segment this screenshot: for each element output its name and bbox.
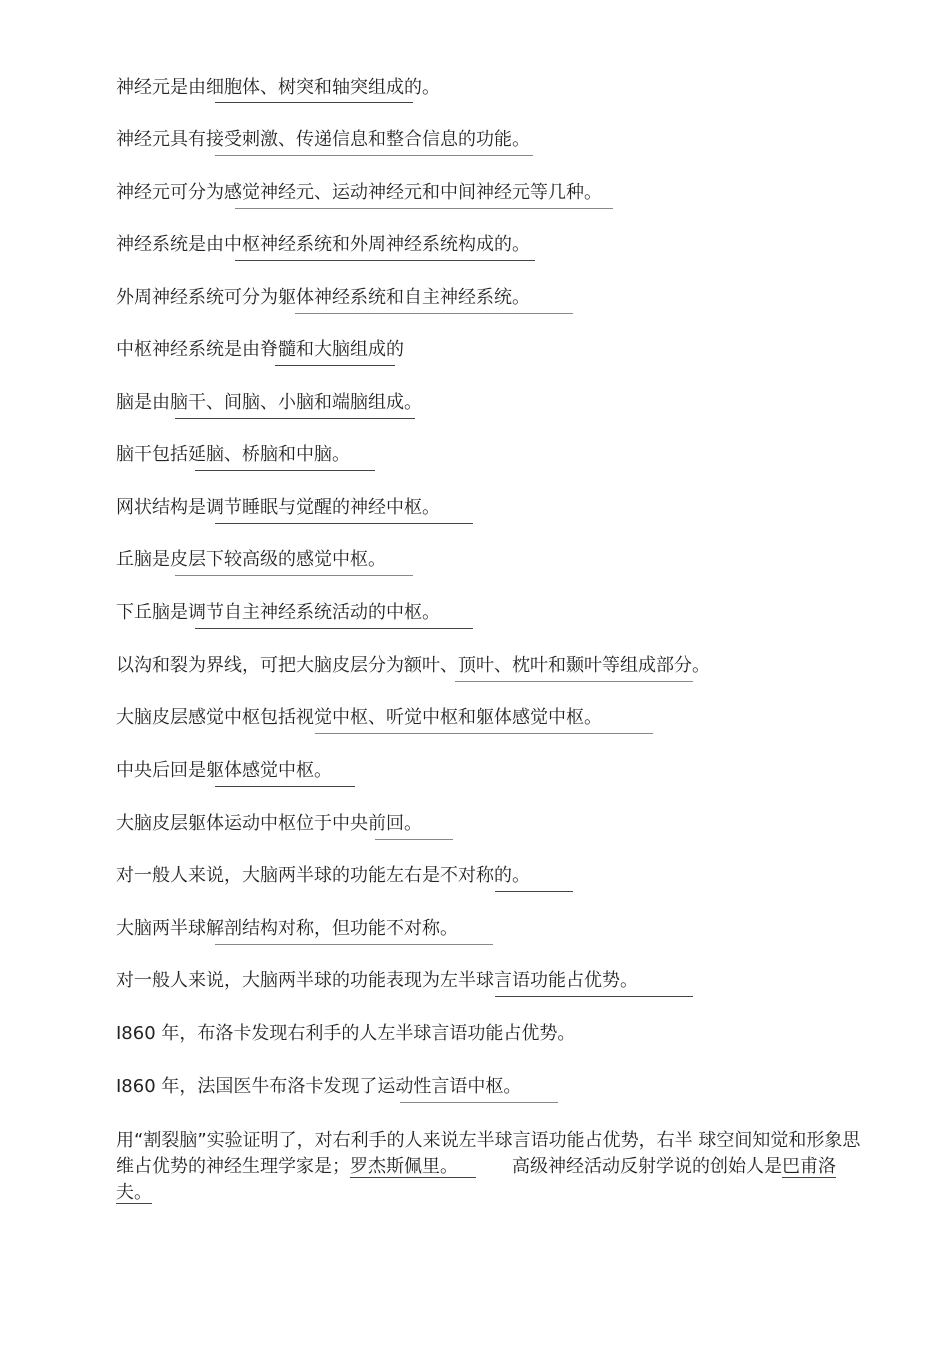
text-line: 神经元是由细胞体、树突和轴突组成的。 (116, 77, 440, 98)
text-line: I860 年，布洛卡发现右利手的人左半球言语功能占优势。 (116, 1023, 576, 1044)
text-line: 大脑皮层感觉中枢包括视觉中枢、听觉中枢和躯体感觉中枢。 (116, 707, 602, 728)
answer-underline (175, 575, 413, 576)
answer-underline (215, 155, 533, 156)
text-line: I860 年，法国医牛布洛卡发现了运动性言语中枢。 (116, 1076, 522, 1097)
answer-underline (495, 996, 693, 997)
answer-underline (195, 470, 375, 471)
answer-underline (315, 733, 653, 734)
text-line: 外周神经系统可分为躯体神经系统和自主神经系统。 (116, 287, 530, 308)
answer-underline (455, 681, 693, 682)
answer-span: 巴甫洛夫。 (116, 1156, 836, 1203)
text-line: 下丘脑是调节自主神经系统活动的中枢。 (116, 602, 440, 623)
text-line: 神经元可分为感觉神经元、运动神经元和中间神经元等几种。 (116, 182, 602, 203)
text-line: 丘脑是皮层下较高级的感觉中枢。 (116, 549, 386, 570)
answer-underline (215, 102, 413, 103)
answer-underline (215, 523, 473, 524)
answer-underline (215, 944, 493, 945)
answer-underline (235, 208, 613, 209)
answer-underline (195, 628, 473, 629)
text-line: 脑干包括延脑、桥脑和中脑。 (116, 444, 350, 465)
answer-span: 罗杰斯佩里。 (350, 1156, 476, 1178)
answer-underline (215, 786, 355, 787)
paragraph-text: 用“割裂脑”实验证明了，对右利手的人来说左半球言语功能占优势，右半 球空间知觉和形象思维占优势的神经生理学家是； (116, 1130, 861, 1177)
text-line: 以沟和裂为界线，可把大脑皮层分为额叶、顶叶、枕叶和颞叶等组成部分。 (116, 655, 710, 676)
answer-underline (495, 891, 573, 892)
text-line: 大脑皮层躯体运动中枢位于中央前回。 (116, 813, 422, 834)
final-paragraph (116, 1128, 861, 1206)
answer-underline (175, 418, 415, 419)
text-line: 大脑两半球解剖结构对称，但功能不对称。 (116, 918, 458, 939)
answer-underline (235, 260, 535, 261)
text-line: 中央后回是躯体感觉中枢。 (116, 760, 332, 781)
text-line: 中枢神经系统是由脊髓和大脑组成的 (116, 339, 404, 360)
text-line: 对一般人来说，大脑两半球的功能左右是不对称的。 (116, 865, 530, 886)
text-line: 对一般人来说，大脑两半球的功能表现为左半球言语功能占优势。 (116, 970, 638, 991)
answer-underline (275, 365, 395, 366)
text-line: 神经元具有接受刺激、传递信息和整合信息的功能。 (116, 129, 530, 150)
answer-underline (295, 313, 573, 314)
answer-underline (400, 1102, 558, 1103)
paragraph-text: 高级神经活动反射学说的创始人是 (512, 1156, 782, 1177)
text-line: 神经系统是由中枢神经系统和外周神经系统构成的。 (116, 234, 530, 255)
answer-underline (375, 839, 453, 840)
text-line: 脑是由脑干、间脑、小脑和端脑组成。 (116, 392, 422, 413)
text-line: 网状结构是调节睡眠与觉醒的神经中枢。 (116, 497, 440, 518)
